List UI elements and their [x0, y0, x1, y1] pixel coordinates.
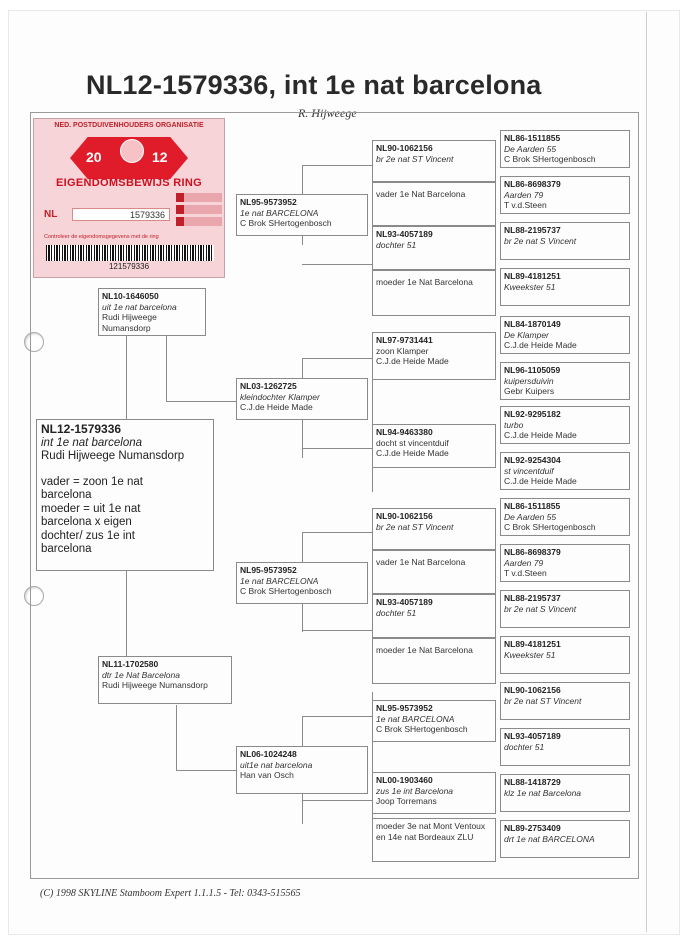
gen4-box	[500, 316, 630, 354]
ancestor-note: vader 1e Nat Barcelona	[376, 189, 466, 199]
gen4-title: turbo	[504, 419, 524, 430]
great-grandparent-box	[372, 226, 496, 270]
ancestor-note: docht st vincentduif	[376, 437, 449, 448]
gen4-owner: C.J.de Heide Made	[504, 340, 577, 350]
ancestor-ring-id: NL95-9573952	[376, 703, 433, 713]
gen4-owner: C.J.de Heide Made	[504, 430, 577, 440]
gen4-owner: T v.d.Steen	[504, 200, 547, 210]
connector-line	[302, 800, 374, 801]
subject-pigeon-box	[36, 419, 214, 571]
gen4-ring-id: NL84-1870149	[504, 319, 561, 329]
connector-line	[302, 358, 374, 359]
grandparent-box	[236, 378, 368, 420]
connector-line	[176, 770, 236, 771]
gen4-ring-id: NL89-2753409	[504, 823, 561, 833]
connector-line	[302, 532, 374, 533]
ancestor-ring-id: NL97-9731441	[376, 335, 433, 345]
ancestor-title: 1e nat BARCELONA	[376, 713, 455, 724]
grandparent-box	[236, 562, 368, 604]
gen4-ring-id: NL86-8698379	[504, 547, 561, 557]
gen4-ring-id: NL89-4181251	[504, 639, 561, 649]
grandparent-owner: C Brok SHertogenbosch	[240, 218, 332, 228]
grandparent-title: kleindochter Klamper	[240, 391, 320, 402]
ancestor-note: zoon Klamper	[376, 345, 429, 356]
connector-line	[302, 448, 374, 449]
connector-line	[166, 336, 167, 402]
gen4-box	[500, 774, 630, 812]
mother-title: dtr 1e Nat Barcelona	[102, 669, 180, 680]
gen4-box	[500, 728, 630, 766]
gen4-ring-id: NL92-9254304	[504, 455, 561, 465]
subject-note: vader = zoon 1e nat barcelona moeder = uit 1e nat barcelona x eigen dochter/ zus 1e int barcelona	[41, 475, 143, 555]
gen4-ring-id: NL93-4057189	[504, 731, 561, 741]
ancestor-title: dochter 51	[376, 239, 417, 250]
mother-ring-id: NL11-1702580	[102, 659, 159, 669]
gen4-title: De Aarden 55	[504, 511, 557, 522]
gen4-title: st vincentduif	[504, 465, 554, 476]
ancestor-ring-id: NL00-1903460	[376, 775, 433, 785]
gen4-box	[500, 682, 630, 720]
footer-credit: (C) 1998 SKYLINE Stamboom Expert 1.1.1.5 - Tel: 0343-515565	[40, 888, 301, 899]
card-country: NL	[44, 209, 58, 220]
card-org-name: NED. POSTDUIVENHOUDERS ORGANISATIE	[54, 122, 204, 129]
ancestor-owner: C.J.de Heide Made	[376, 448, 449, 458]
gen4-ring-id: NL89-4181251	[504, 271, 561, 281]
gen4-ring-id: NL86-8698379	[504, 179, 561, 189]
card-fine-print: Controleer de eigendomsgegevens met de ring	[44, 234, 159, 240]
connector-line	[302, 630, 374, 631]
gen4-title: br 2e nat ST Vincent	[504, 695, 582, 706]
gen4-owner: Gebr Kuipers	[504, 386, 555, 396]
ancestor-owner: C.J.de Heide Made	[376, 356, 449, 366]
page-title: NL12-1579336, int 1e nat barcelona	[86, 70, 542, 100]
gen4-title: br 2e nat S Vincent	[504, 603, 577, 614]
grandparent-title: 1e nat BARCELONA	[240, 207, 319, 218]
gen4-ring-id: NL88-2195737	[504, 225, 561, 235]
ancestor-owner: C Brok SHertogenbosch	[376, 724, 468, 734]
ancestor-title: dochter 51	[376, 607, 417, 618]
ancestor-title: br 2e nat ST Vincent	[376, 153, 454, 164]
ancestor-note: moeder 1e Nat Barcelona	[376, 645, 473, 655]
barcode-icon	[46, 245, 214, 261]
author-signature: R. Hijweege	[298, 106, 357, 120]
gen4-box	[500, 590, 630, 628]
gen4-ring-id: NL96-1105059	[504, 365, 561, 375]
card-ring-number: 1579336	[72, 208, 170, 221]
ring-ownership-card	[33, 118, 225, 278]
gen4-ring-id: NL90-1062156	[504, 685, 561, 695]
gen4-box	[500, 176, 630, 214]
card-band-title: EIGENDOMSBEWIJS RING	[56, 177, 202, 189]
gen4-title: Kweekster 51	[504, 281, 556, 292]
grandparent-title: uit1e nat barcelona	[240, 759, 313, 770]
ancestor-ring-id: NL90-1062156	[376, 143, 433, 153]
great-grandparent-box	[372, 700, 496, 742]
card-barcode-number: 121579336	[108, 262, 150, 271]
great-grandparent-box	[372, 332, 496, 380]
great-grandparent-box	[372, 182, 496, 226]
ancestor-note: moeder 1e Nat Barcelona	[376, 277, 473, 287]
ancestor-note: moeder 3e nat Mont Ventoux en 14e nat Bordeaux ZLU	[376, 821, 486, 842]
great-grandparent-box	[372, 140, 496, 182]
gen4-title: Kweekster 51	[504, 649, 556, 660]
card-info-icons	[176, 193, 222, 229]
lion-emblem-icon	[120, 139, 144, 163]
gen4-box	[500, 820, 630, 858]
connector-line	[302, 165, 374, 166]
gen4-box	[500, 544, 630, 582]
great-grandparent-box	[372, 638, 496, 684]
father-ring-id: NL10-1646050	[102, 291, 159, 301]
grandparent-ring-id: NL95-9573952	[240, 565, 297, 575]
gen4-ring-id: NL86-1511855	[504, 501, 561, 511]
ancestor-ring-id: NL90-1062156	[376, 511, 433, 521]
subject-title: int 1e nat barcelona	[41, 436, 143, 449]
card-year-left: 20	[86, 149, 102, 165]
father-box	[98, 288, 206, 336]
gen4-owner: C.J.de Heide Made	[504, 476, 577, 486]
great-grandparent-box	[372, 594, 496, 638]
great-grandparent-box	[372, 772, 496, 814]
grandparent-ring-id: NL95-9573952	[240, 197, 297, 207]
gen4-ring-id: NL88-1418729	[504, 777, 561, 787]
gen4-title: klz 1e nat Barcelona	[504, 787, 582, 798]
gen4-title: De Aarden 55	[504, 143, 557, 154]
great-grandparent-box	[372, 270, 496, 316]
great-grandparent-box	[372, 508, 496, 550]
grandparent-owner: C.J.de Heide Made	[240, 402, 313, 412]
connector-line	[166, 401, 236, 402]
subject-owner: Rudi Hijweege Numansdorp	[41, 450, 185, 462]
gen4-box	[500, 498, 630, 536]
page-edge-line	[646, 12, 647, 932]
gen4-box	[500, 362, 630, 400]
subject-ring-id: NL12-1579336	[41, 422, 122, 436]
ancestor-note: vader 1e Nat Barcelona	[376, 557, 466, 567]
ancestor-owner: Joop Torremans	[376, 796, 437, 806]
gen4-title: br 2e nat S Vincent	[504, 235, 577, 246]
gen4-ring-id: NL92-9295182	[504, 409, 561, 419]
gen4-title: Aarden 79	[504, 189, 544, 200]
great-grandparent-box	[372, 550, 496, 594]
gen4-title: dochter 51	[504, 741, 545, 752]
father-owner: Rudi Hijweege Numansdorp	[102, 312, 157, 333]
grandparent-owner: Han van Osch	[240, 770, 294, 780]
ancestor-ring-id: NL93-4057189	[376, 229, 433, 239]
gen4-box	[500, 452, 630, 490]
grandparent-box	[236, 746, 368, 794]
gen4-box	[500, 130, 630, 168]
father-title: uit 1e nat barcelona	[102, 301, 177, 312]
ancestor-ring-id: NL93-4057189	[376, 597, 433, 607]
connector-line	[176, 705, 177, 771]
grandparent-owner: C Brok SHertogenbosch	[240, 586, 332, 596]
gen4-title: De Klamper	[504, 329, 549, 340]
mother-box	[98, 656, 232, 704]
gen4-box	[500, 636, 630, 674]
grandparent-ring-id: NL06-1024248	[240, 749, 297, 759]
grandparent-ring-id: NL03-1262725	[240, 381, 297, 391]
ancestor-title: zus 1e int Barcelona	[376, 785, 454, 796]
ancestor-ring-id: NL94-9463380	[376, 427, 433, 437]
gen4-box	[500, 406, 630, 444]
gen4-title: kuipersduivin	[504, 375, 554, 386]
connector-line	[302, 716, 374, 717]
gen4-title: drt 1e nat BARCELONA	[504, 833, 595, 844]
gen4-owner: C Brok SHertogenbosch	[504, 154, 596, 164]
gen4-title: Aarden 79	[504, 557, 544, 568]
card-year-right: 12	[152, 149, 168, 165]
gen4-box	[500, 268, 630, 306]
connector-line	[302, 264, 374, 265]
gen4-owner: C Brok SHertogenbosch	[504, 522, 596, 532]
gen4-box	[500, 222, 630, 260]
great-grandparent-box	[372, 424, 496, 468]
gen4-owner: T v.d.Steen	[504, 568, 547, 578]
grandparent-title: 1e nat BARCELONA	[240, 575, 319, 586]
mother-owner: Rudi Hijweege Numansdorp	[102, 680, 208, 690]
gen4-ring-id: NL86-1511855	[504, 133, 561, 143]
grandparent-box	[236, 194, 368, 236]
ancestor-title: br 2e nat ST Vincent	[376, 521, 454, 532]
gen4-ring-id: NL88-2195737	[504, 593, 561, 603]
great-grandparent-box	[372, 818, 496, 862]
